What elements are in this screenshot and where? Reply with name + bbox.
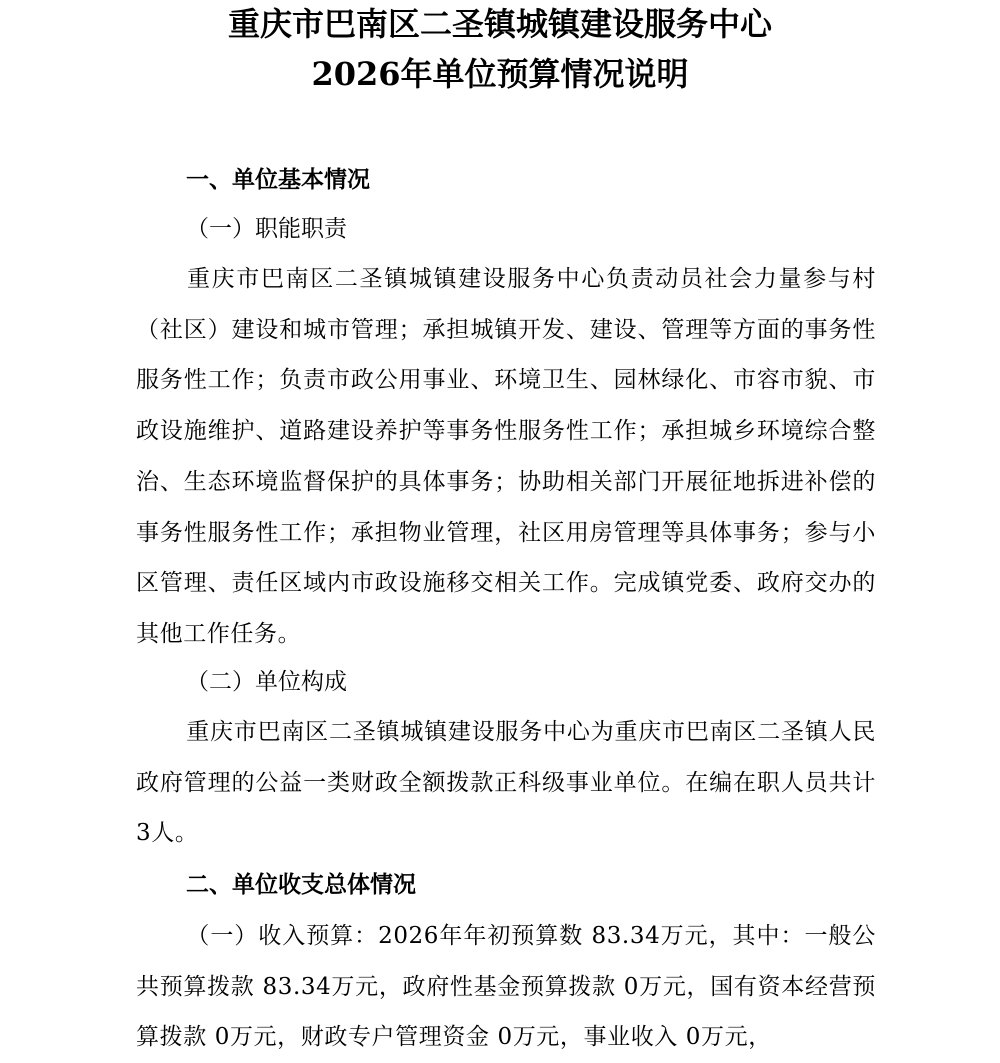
section-1-heading: 一、单位基本情况 [186, 167, 370, 193]
document-title-line-2: 2026年单位预算情况说明 [311, 55, 689, 93]
section-1-sub-1-heading: （一）职能职责 [186, 216, 347, 242]
section-1-sub-1-paragraph [136, 254, 876, 660]
section-2-sub-1-text: （一）收入预算：2026年年初预算数 83.34万元，其中：一般公共预算拨款 83.34万元，政府性基金预算拨款 0万元，国有资本经营预算拨款 0万元，财政专户管理资金 0万元，事业收入 0万元， [136, 923, 876, 1051]
document-title-line-1: 重庆市巴南区二圣镇城镇建设服务中心 [227, 5, 772, 43]
section-2-sub-1-paragraph [136, 911, 876, 1063]
section-1-sub-2-text: 重庆市巴南区二圣镇城镇建设服务中心为重庆市巴南区二圣镇人民政府管理的公益一类财政全额拨款正科级事业单位。在编在职人员共计3人。 [136, 719, 876, 847]
section-2-heading: 二、单位收支总体情况 [186, 872, 416, 898]
section-1-sub-2-heading: （二）单位构成 [186, 669, 347, 695]
section-1-sub-2-paragraph [136, 707, 876, 859]
section-1-sub-1-text: 重庆市巴南区二圣镇城镇建设服务中心负责动员社会力量参与村（社区）建设和城市管理；承担城镇开发、建设、管理等方面的事务性服务性工作；负责市政公用事业、环境卫生、园林绿化、市容市貌、市政设施维护、道路建设养护等事务性服务性工作；承担城乡环境综合整治、生态环境监督保护的具体事务；协助相关部门开展征地拆进补偿的事务性服务性工作；承担物业管理，社区用房管理等具体事务；参与小区管理、责任区域内市政设施移交相关工作。完成镇党委、政府交办的其他工作任务。 [136, 266, 876, 647]
